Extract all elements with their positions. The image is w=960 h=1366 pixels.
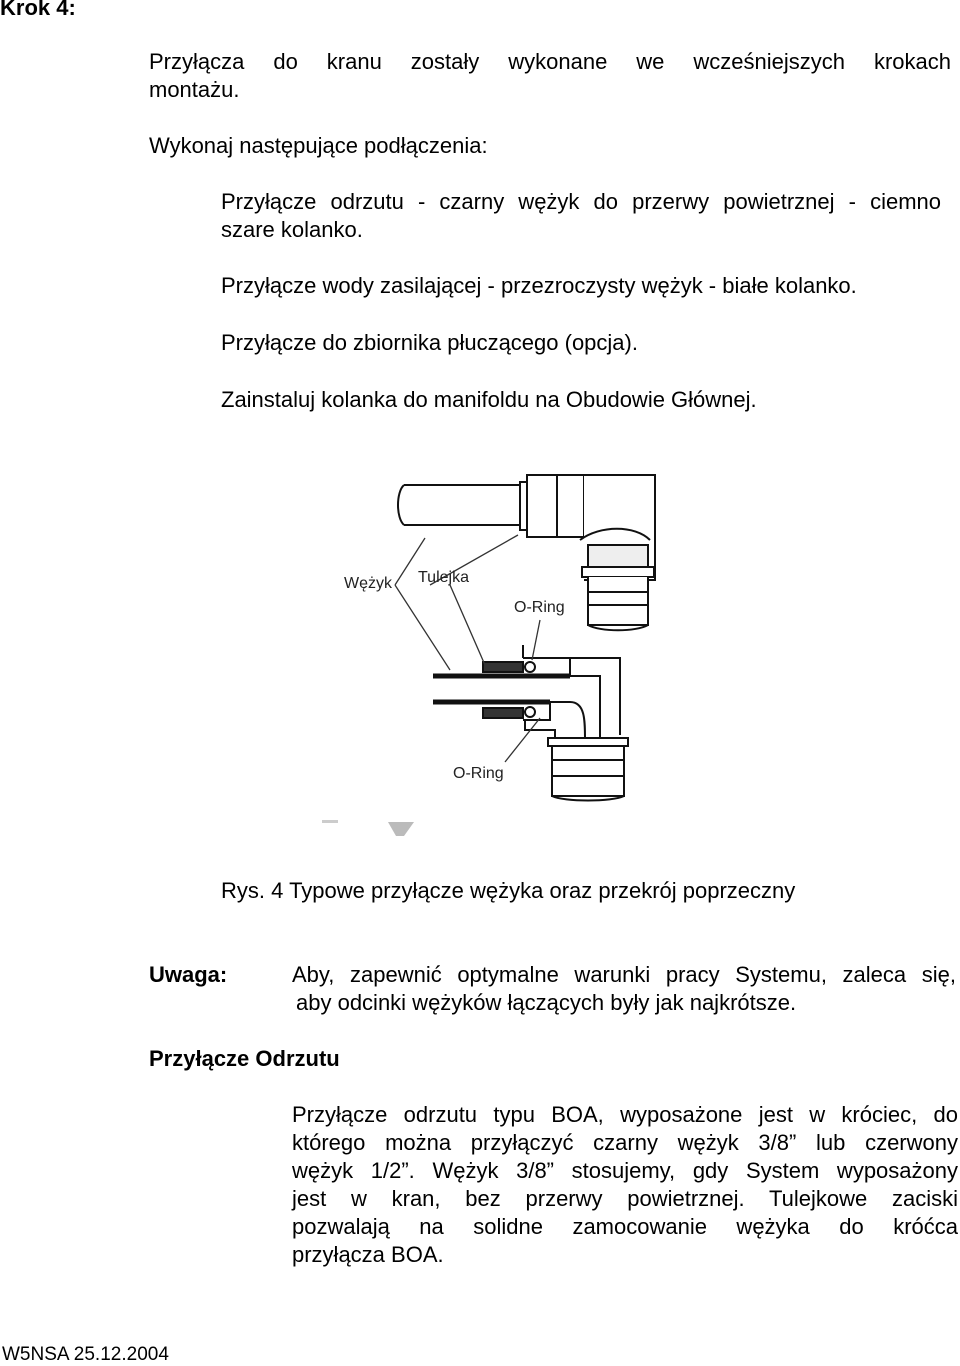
connection-drain-line-1: Przyłącze odrzutu - czarny wężyk do przerwy powietrznej - ciemno [221, 189, 941, 214]
note-label: Uwaga: [149, 962, 228, 987]
drain-line-5: pozwalają na solidne zamocowanie wężyka do króćca [292, 1214, 958, 1239]
connection-feed: Przyłącze wody zasilającej - przezroczysty wężyk - białe kolanko. [221, 273, 857, 298]
label-oring-bottom: O-Ring [453, 765, 504, 782]
label-hose: Wężyk [344, 575, 392, 592]
drain-line-6: przyłącza BOA. [292, 1242, 444, 1267]
intro-line-1: Przyłącza do kranu zostały wykonane we wcześniejszych krokach [149, 49, 951, 74]
drain-line-1: Przyłącze odrzutu typu BOA, wyposażone jest w króciec, do [292, 1102, 958, 1127]
figure-caption: Rys. 4 Typowe przyłącze wężyka oraz przekrój poprzeczny [221, 878, 796, 903]
footer-doc-id: W5NSA 25.12.2004 [2, 1344, 169, 1365]
install-instruction: Zainstaluj kolanka do manifoldu na Obudowie Głównej. [221, 387, 757, 412]
label-oring-top: O-Ring [514, 599, 565, 616]
note-line-1: Aby, zapewnić optymalne warunki pracy Systemu, zaleca się, [292, 962, 956, 987]
elbow-fitting-diagram [300, 440, 700, 850]
step-heading: Krok 4: [0, 0, 76, 20]
intro-line-2: montażu. [149, 77, 240, 102]
label-sleeve: Tulejka [418, 569, 469, 586]
connection-tank: Przyłącze do zbiornika płuczącego (opcja). [221, 330, 638, 355]
drain-line-2: którego można przyłączyć czarny wężyk 3/8” lub czerwony [292, 1130, 958, 1155]
note-line-2: aby odcinki wężyków łączących były jak najkrótsze. [296, 990, 797, 1015]
connections-heading: Wykonaj następujące podłączenia: [149, 133, 488, 158]
drain-line-3: wężyk 1/2”. Wężyk 3/8” stosujemy, gdy System wyposażony [292, 1158, 958, 1183]
drain-section-heading: Przyłącze Odrzutu [149, 1046, 340, 1071]
connection-drain-line-2: szare kolanko. [221, 217, 363, 242]
drain-line-4: jest w kran, bez przerwy powietrznej. Tulejkowe zaciski [292, 1186, 958, 1211]
